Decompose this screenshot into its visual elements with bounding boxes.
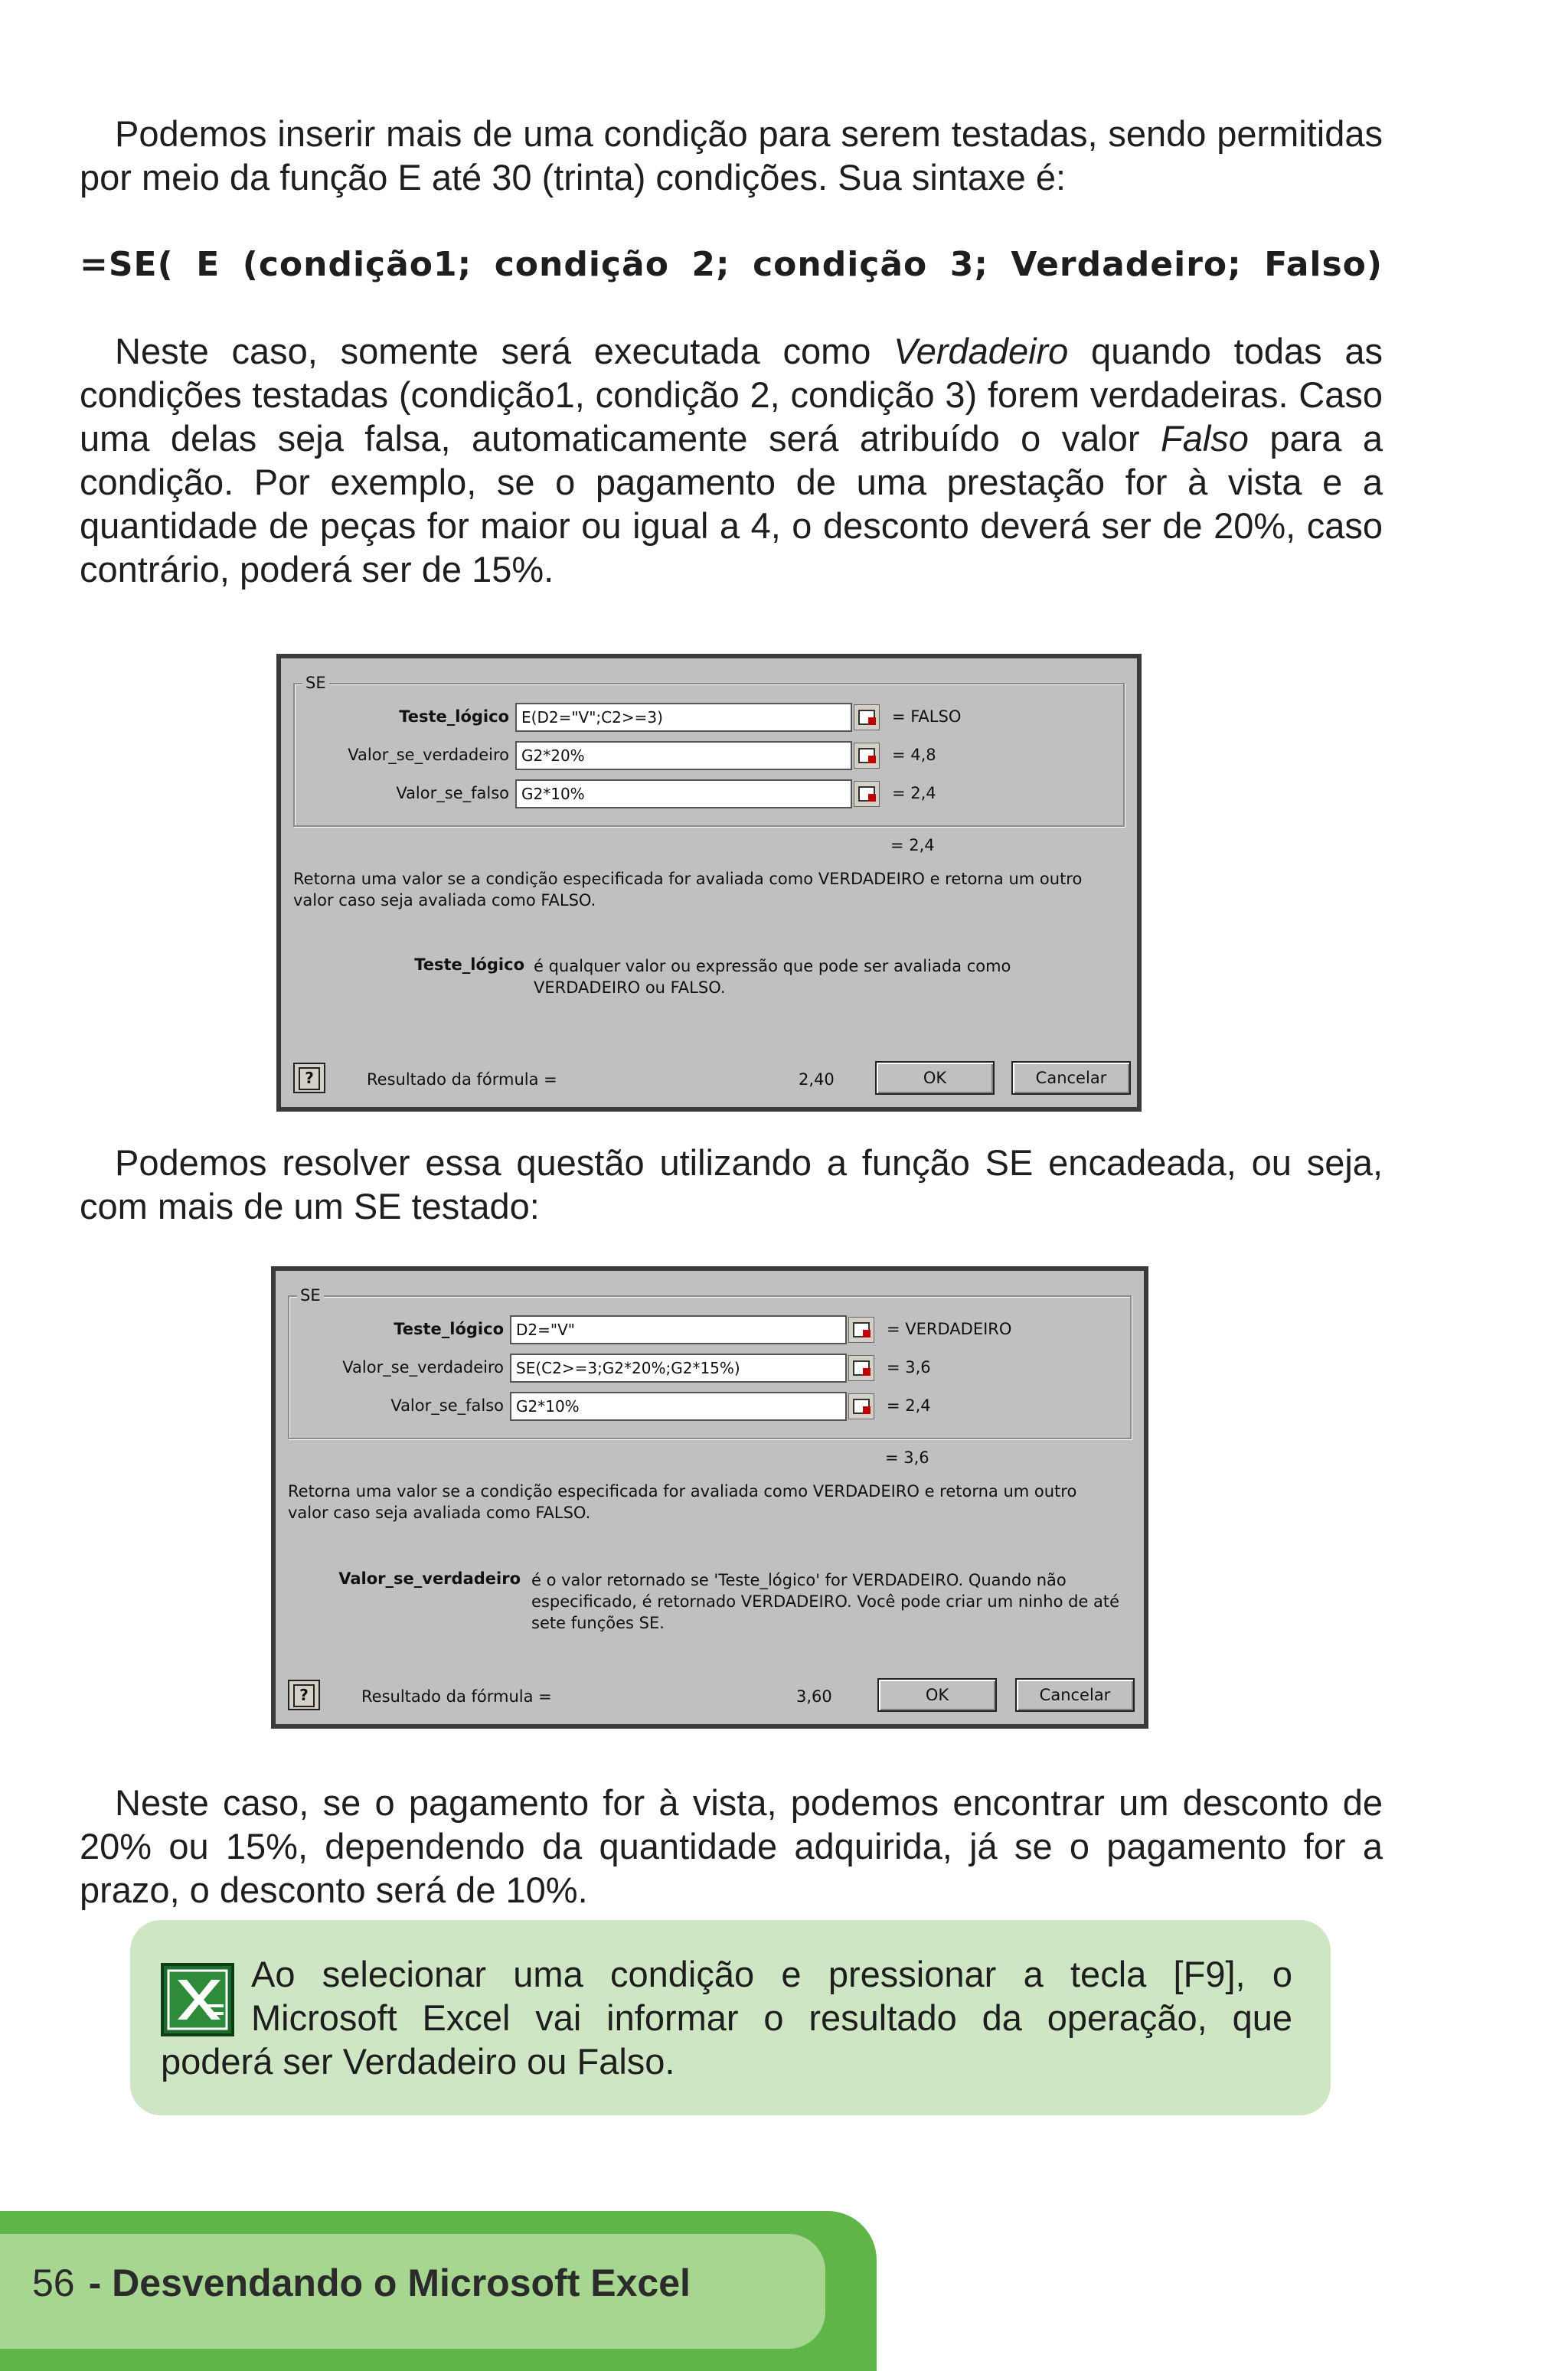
field-label: Teste_lógico (394, 1320, 504, 1338)
valor-se-falso-input[interactable]: G2*10% (510, 1392, 847, 1421)
field-label: Teste_lógico (399, 707, 509, 726)
collapse-dialog-icon[interactable] (854, 781, 880, 807)
conclusion-paragraph: Neste caso, se o pagamento for à vista, podemos encontrar um desconto de 20% ou 15%, dependendo da quantidade adquirida, já se o pagamento for a prazo, o desconto será de 10%. (80, 1782, 1383, 1910)
field-result: = 4,8 (892, 746, 936, 764)
collapse-dialog-icon[interactable] (848, 1355, 874, 1381)
page-number: 56 (32, 2262, 75, 2304)
result-label: Resultado da fórmula = (367, 1070, 557, 1089)
function-arguments-dialog-2 (271, 1266, 1148, 1729)
help-icon[interactable]: ? (288, 1680, 320, 1710)
field-label: Valor_se_verdadeiro (348, 746, 509, 764)
function-group-box (293, 674, 1125, 827)
valor-se-verdadeiro-input[interactable]: G2*20% (515, 741, 852, 770)
function-description: Retorna uma valor se a condição especificada for avaliada como VERDADEIRO e retorna um outro valor caso seja avaliada como FALSO. (293, 870, 1083, 910)
collapse-dialog-icon[interactable] (848, 1393, 874, 1419)
group-title: SE (297, 1286, 324, 1305)
field-row-teste-logico (295, 703, 1123, 733)
argument-name: Teste_lógico (414, 955, 524, 974)
collapse-dialog-icon[interactable] (854, 743, 880, 769)
field-row-valor-se-verdadeiro (295, 741, 1123, 772)
formula-total: = 2,4 (890, 836, 935, 854)
argument-description: é qualquer valor ou expressão que pode ser avaliada como VERDADEIRO ou FALSO. (534, 957, 1011, 997)
explanation-paragraph (80, 329, 1383, 591)
function-group-box (288, 1286, 1132, 1439)
field-result: = 2,4 (892, 784, 936, 802)
help-icon[interactable]: ? (293, 1063, 325, 1093)
para2-part2: quando todas as condições testadas (condição1, condição 2, condição 3) forem verdadeiras. Caso uma delas seja falsa, automaticamente será atribuído o valor (80, 331, 1383, 459)
book-title: - Desvendando o Microsoft Excel (88, 2262, 691, 2304)
field-result: = FALSO (892, 707, 962, 726)
teste-logico-input[interactable]: D2="V" (510, 1315, 847, 1344)
cancel-button[interactable]: Cancelar (1015, 1678, 1135, 1712)
field-label: Valor_se_falso (390, 1396, 504, 1415)
tip-text (161, 1952, 1292, 2083)
collapse-dialog-icon[interactable] (854, 704, 880, 730)
para2-part3: para a condição. Por exemplo, se o pagamento de uma prestação for à vista e a quantidade de peças for maior ou igual a 4, o desconto deverá ser de 20%, caso contrário, poderá ser de 15%. (80, 418, 1383, 589)
page-footer (32, 2251, 691, 2315)
result-label: Resultado da fórmula = (361, 1687, 552, 1706)
argument-name: Valor_se_verdadeiro (338, 1569, 521, 1588)
valor-se-falso-input[interactable]: G2*10% (515, 779, 852, 808)
field-row-teste-logico (289, 1315, 1130, 1346)
cancel-button[interactable]: Cancelar (1011, 1061, 1131, 1095)
teste-logico-input[interactable]: E(D2="V";C2>=3) (515, 703, 852, 732)
collapse-dialog-icon[interactable] (848, 1317, 874, 1343)
nested-if-paragraph: Podemos resolver essa questão utilizando a função SE encadeada, ou seja, com mais de um SE testado: (80, 1142, 1383, 1226)
tip-box (130, 1920, 1331, 2115)
field-result: = VERDADEIRO (887, 1320, 1012, 1338)
argument-description: é o valor retornado se 'Teste_lógico' for VERDADEIRO. Quando não especificado, é retornado VERDADEIRO. Você pode criar um ninho de até sete funções SE. (531, 1571, 1120, 1632)
ok-button[interactable]: OK (875, 1061, 995, 1095)
para2-emphasis-falso: Falso (1161, 418, 1249, 459)
para2-part1: Neste caso, somente será executada como (115, 331, 894, 371)
function-arguments-dialog-1 (276, 654, 1142, 1112)
valor-se-verdadeiro-input[interactable]: SE(C2>=3;G2*20%;G2*15%) (510, 1354, 847, 1383)
field-result: = 3,6 (887, 1358, 931, 1377)
field-label: Valor_se_verdadeiro (342, 1358, 504, 1377)
syntax-line: =SE( E (condição1; condição 2; condição 3; Verdadeiro; Falso) (80, 245, 1383, 284)
para2-emphasis-verdadeiro: Verdadeiro (893, 331, 1069, 371)
field-row-valor-se-falso (289, 1392, 1130, 1422)
result-value: 3,60 (796, 1687, 832, 1706)
tip-content: Ao selecionar uma condição e pressionar a tecla [F9], o Microsoft Excel vai informar o resultado da operação, que poderá ser Verdadeiro ou Falso. (161, 1954, 1292, 2082)
function-description: Retorna uma valor se a condição especificada for avaliada como VERDADEIRO e retorna um outro valor caso seja avaliada como FALSO. (288, 1482, 1077, 1522)
field-row-valor-se-falso (295, 779, 1123, 810)
ok-button[interactable]: OK (877, 1678, 997, 1712)
formula-total: = 3,6 (885, 1448, 929, 1467)
group-title: SE (302, 674, 329, 692)
field-result: = 2,4 (887, 1396, 931, 1415)
result-value: 2,40 (799, 1070, 835, 1089)
intro-paragraph: Podemos inserir mais de uma condição para serem testadas, sendo permitidas por meio da função E até 30 (trinta) condições. Sua sintaxe é: (80, 113, 1383, 198)
field-row-valor-se-verdadeiro (289, 1354, 1130, 1384)
field-label: Valor_se_falso (396, 784, 509, 802)
